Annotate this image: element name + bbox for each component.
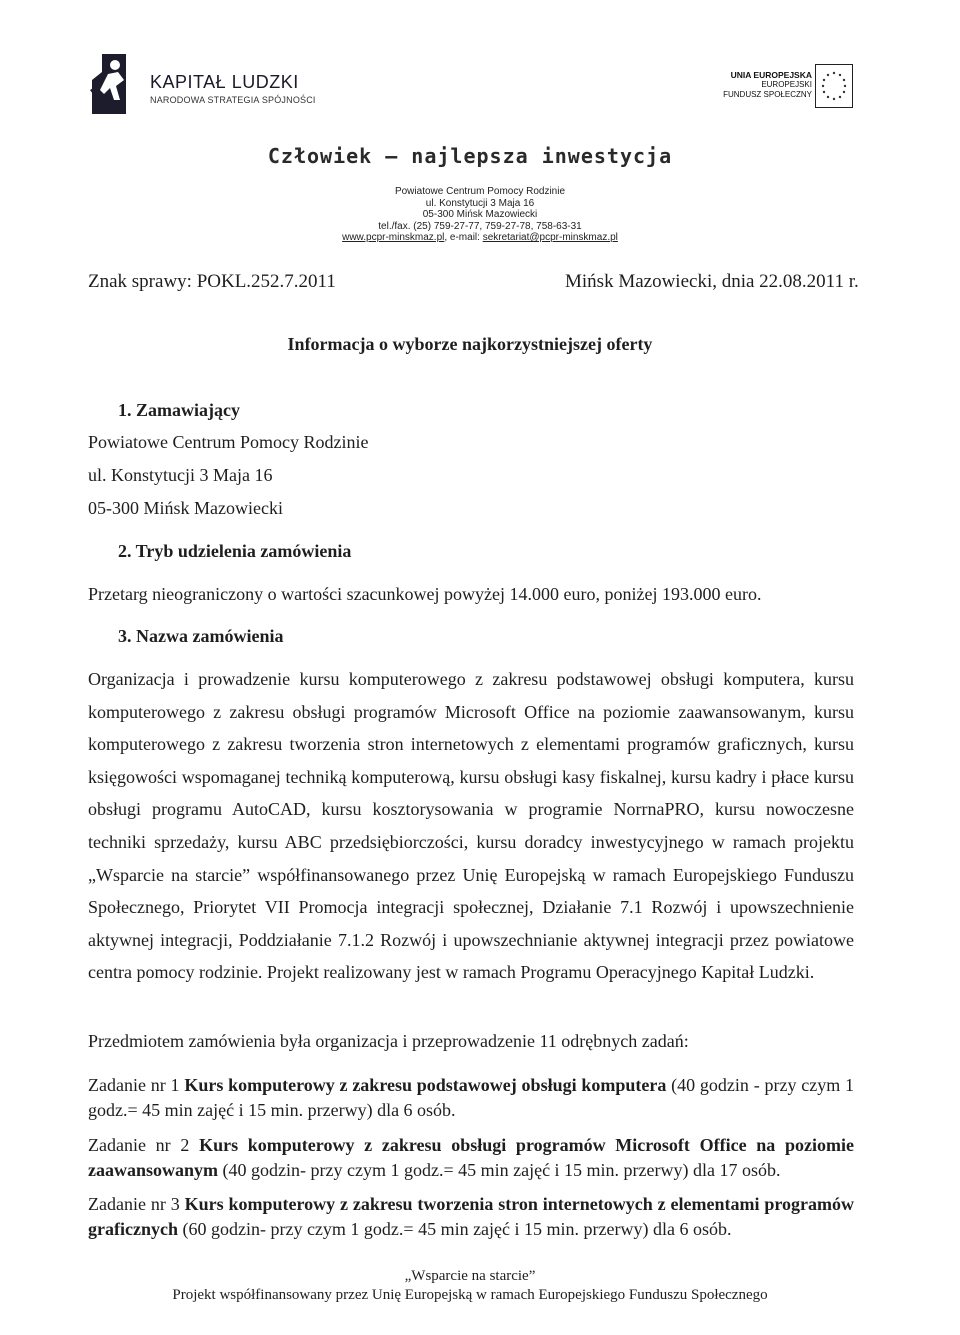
task-item [88,1073,854,1123]
section-2-text: Przetarg nieograniczony o wartości szacunkowej powyżej 14.000 euro, poniżej 193.000 euro. [88,584,762,604]
footer-cofinancing: Projekt współfinansowany przez Unię Europejską w ramach Europejskiego Funduszu Społecznego [172,1287,768,1303]
section-1-line: 05-300 Mińsk Mazowiecki [88,498,283,518]
task-item [88,1133,854,1183]
address-line: Powiatowe Centrum Pomocy Rodzinie [394,186,566,197]
eu-flag-icon [815,64,853,108]
task-name: Kurs komputerowy z zakresu tworzenia stron internetowych z elementami programów graficznych [88,1194,854,1239]
eu-label-line1: UNIA EUROPEJSKA [730,70,812,80]
email-link[interactable]: sekretariat@pcpr-minskmaz.pl [482,232,618,243]
footer-project-name: „Wsparcie na starcie” [404,1268,536,1284]
address-web-line [250,232,710,244]
eu-label-line3: FUNDUSZ SPOŁECZNY [723,90,812,99]
section-2-heading: 2. Tryb udzielenia zamówienia [118,541,352,561]
kapital-ludzki-logo-icon [88,50,134,116]
section-1-line: Powiatowe Centrum Pomocy Rodzinie [88,432,369,452]
section-1-heading: 1. Zamawiający [118,400,240,420]
task-prefix: Zadanie nr 3 [88,1194,185,1214]
section-3-heading: 3. Nazwa zamówienia [118,626,284,646]
sender-address [250,186,710,244]
logo-title: KAPITAŁ LUDZKI [150,72,299,92]
task-details: (40 godzin - przy czym 1 godz.= 45 min zajęć i 15 min. przerwy) dla 6 osób. [88,1075,854,1120]
section-1-line: ul. Konstytucji 3 Maja 16 [88,465,273,485]
address-line: 05-300 Mińsk Mazowiecki [422,209,538,220]
order-description: Organizacja i prowadzenie kursu komputerowego z zakresu podstawowej obsługi komputera, kursu komputerowego z zakresu obsługi programów Microsoft Office na poziomie zaawansowanym, kursu komputerowego z zakresu tworzenia stron internetowych z elementami programów graficznych, kursu księgowości wspomaganej techniką komputerową, kursu obsługi kasy fiskalnej, kursu kadry i płace kursu obsługi programu AutoCAD, kursu kosztorysowania w programie NorrnaPRO, kursu nowoczesne techniki sprzedaży, kursu ABC przedsiębiorczości, kursu doradcy inwestycyjnego w ramach projektu „Wsparcie na starcie” współfinansowanego przez Unię Europejską w ramach Europejskiego Funduszu Społecznego, Priorytet VII Promocja integracji społecznej, Działanie 7.1 Rozwój i upowszechnienie aktywnej integracji, Poddziałanie 7.1.2 Rozwój i upowszechnianie aktywnej integracji przez powiatowe centra pomocy rodzinie. Projekt realizowany jest w ramach Programu Operacyjnego Kapitał Ludzki. [88,669,854,983]
address-line: ul. Konstytucji 3 Maja 16 [425,197,535,209]
task-details: (60 godzin- przy czym 1 godz.= 45 min zajęć i 15 min. przerwy) dla 6 osób. [177,1219,732,1239]
email-label: , e-mail: [444,232,483,243]
task-name: Kurs komputerowy z zakresu podstawowej obsługi komputera [184,1075,667,1095]
logo-subtitle: NARODOWA STRATEGIA SPÓJNOŚCI [150,95,316,105]
address-line: tel./fax. (25) 759-27-77, 759-27-78, 758-63-31 [378,220,582,232]
motto: Człowiek – najlepsza inwestycja [267,144,673,168]
task-name: Kurs komputerowy z zakresu obsługi programów Microsoft Office na poziomie zaawansowanym [88,1135,854,1180]
task-prefix: Zadanie nr 1 [88,1075,185,1095]
place-date: Mińsk Mazowiecki, dnia 22.08.2011 r. [565,271,859,292]
task-details: (40 godzin- przy czym 1 godz.= 45 min zajęć i 15 min. przerwy) dla 17 osób. [218,1160,781,1180]
page-footer [0,1267,940,1305]
document-title: Informacja o wyborze najkorzystniejszej oferty [287,334,653,354]
eu-label-line2: EUROPEJSKI [761,80,812,89]
task-prefix: Zadanie nr 2 [88,1135,200,1155]
eu-label [723,70,812,100]
case-number: Znak sprawy: POKL.252.7.2011 [88,271,336,292]
task-item [88,1192,854,1242]
order-subject: Przedmiotem zamówienia była organizacja i przeprowadzenie 11 odrębnych zadań: [88,1031,689,1051]
website-link[interactable]: www.pcpr-minskmaz.pl [342,232,445,243]
